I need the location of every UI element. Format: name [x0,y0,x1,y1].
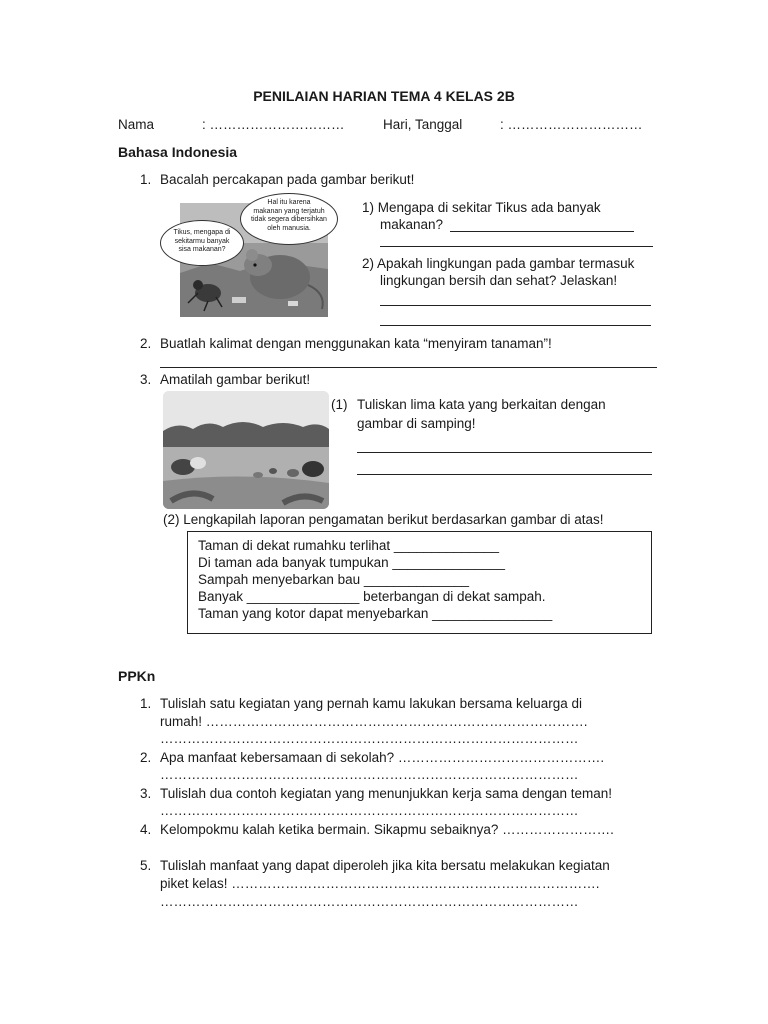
bubble-line: sekitarmu banyak [174,237,230,245]
question-text: Amatilah gambar berikut! [160,372,311,387]
sub-question-text: (2) Lengkapilah laporan pengamatan berikut berdasarkan gambar di atas! [163,512,604,527]
sub-question-text: makanan? [380,217,444,232]
answer-line[interactable] [357,474,652,475]
speech-bubble-rat [240,193,338,245]
answer-dots[interactable]: ………………………………………………………………………………… [160,731,579,746]
bubble-line: sisa makanan? [178,246,226,253]
answer-line[interactable] [450,231,634,232]
section-heading-bahasa: Bahasa Indonesia [118,144,238,160]
park-litter-drawing [163,391,329,509]
speech-bubble-beetle [160,220,244,266]
sub-question-text: gambar di samping! [357,416,476,431]
answer-dots[interactable]: ………………………………………………………………………………… [160,894,579,909]
question-text: Bacalah percakapan pada gambar berikut! [160,172,415,187]
question-number: 4. [140,822,152,837]
report-line[interactable]: Banyak _______________ beterbangan di dekat sampah. [198,589,546,604]
question-number: 1. [140,696,152,711]
question-text: Kelompokmu kalah ketika bermain. Sikapmu sebaiknya? ……………………. [160,822,614,837]
park-illustration [163,391,329,509]
bubble-line: Tikus, mengapa di [173,229,231,236]
answer-line[interactable] [357,452,652,453]
bubble-line: makanan yang terjatuh [253,207,325,215]
question-number: 3. [140,372,152,387]
bubble-line: Hal itu karena [267,199,311,206]
observation-report-box [187,531,652,634]
question-text: Tulislah satu kegiatan yang pernah kamu lakukan bersama keluarga di [160,696,583,711]
answer-line[interactable] [380,305,651,306]
question-number: 3. [140,786,152,801]
question-text[interactable]: piket kelas! ………………………………………………………………………. [160,876,600,891]
question-text: Apa manfaat kebersamaan di sekolah? ………………………………………. [160,750,605,765]
report-line[interactable]: Taman di dekat rumahku terlihat ______________ [198,538,499,553]
answer-line[interactable] [380,325,651,326]
question-text: Buatlah kalimat dengan menggunakan kata “menyiram tanaman”! [160,336,552,351]
date-field[interactable]: : ………………………… [500,117,643,132]
question-text: Tulislah manfaat yang dapat diperoleh jika kita bersatu melakukan kegiatan [160,858,610,873]
question-number: 5. [140,858,152,873]
answer-dots[interactable]: ………………………………………………………………………………… [160,767,579,782]
sub-question-text: lingkungan bersih dan sehat? Jelaskan! [380,273,618,288]
sub-question-text: Tuliskan lima kata yang berkaitan dengan [357,397,606,412]
sub-question-text: 1) Mengapa di sekitar Tikus ada banyak [362,200,601,215]
answer-line[interactable] [380,246,653,247]
sub-question-text: 2) Apakah lingkungan pada gambar termasuk [362,256,635,271]
name-label: Nama [118,117,155,132]
report-line[interactable]: Taman yang kotor dapat menyebarkan ________________ [198,606,553,621]
answer-dots[interactable]: ………………………………………………………………………………… [160,803,579,818]
sub-question-number: (1) [331,397,348,412]
report-line[interactable]: Di taman ada banyak tumpukan _______________ [198,555,505,570]
report-line[interactable]: Sampah menyebarkan bau ______________ [198,572,469,587]
question-text: Tulislah dua contoh kegiatan yang menunjukkan kerja sama dengan teman! [160,786,613,801]
answer-dots[interactable]: rumah! …………………………………………………………………………. [160,714,588,729]
date-label: Hari, Tanggal [383,117,463,132]
question-number: 2. [140,750,152,765]
bubble-line: tidak segera dibersihkan [251,216,327,223]
question-number: 2. [140,336,152,351]
page-title: PENILAIAN HARIAN TEMA 4 KELAS 2B [253,88,515,104]
bubble-line: oleh manusia. [267,224,311,232]
question-number: 1. [140,172,152,187]
name-field[interactable]: : ………………………… [202,117,345,132]
section-heading-ppkn: PPKn [118,668,156,684]
answer-line[interactable] [160,367,657,368]
